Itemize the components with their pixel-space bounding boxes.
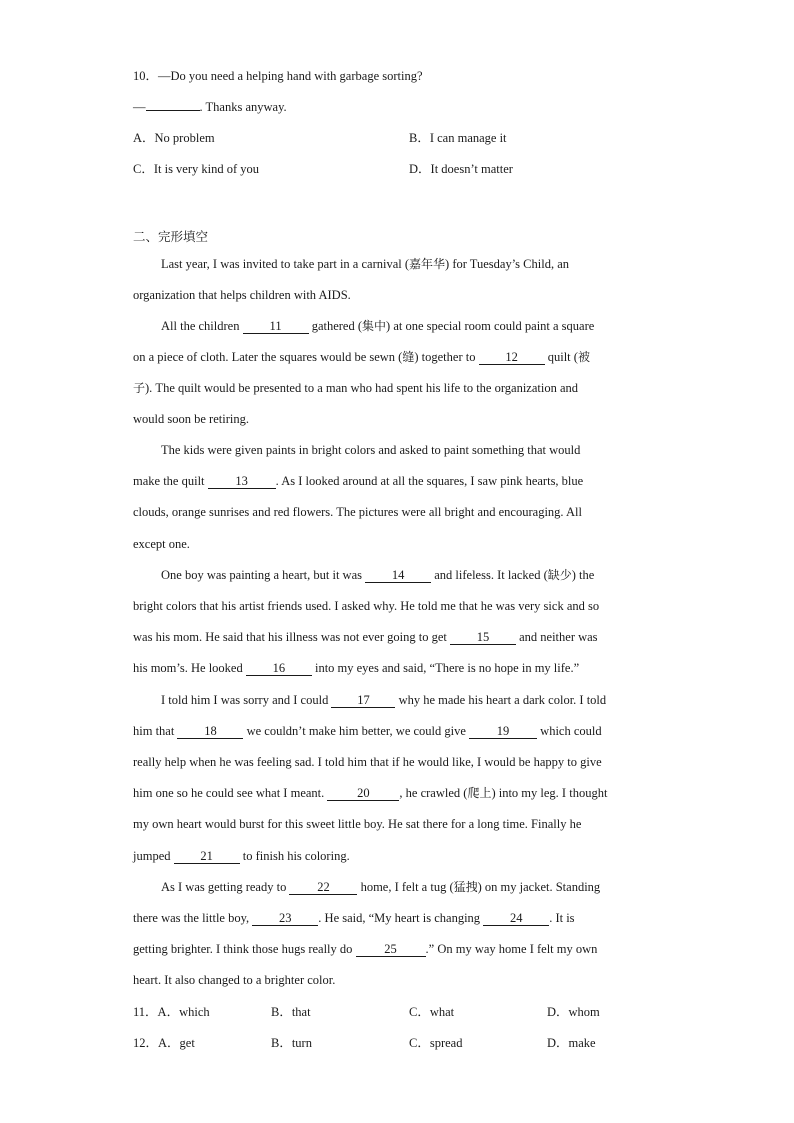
p6-line4: heart. It also changed to a brighter color. bbox=[133, 973, 336, 987]
p2-text-a: All the children bbox=[161, 319, 240, 333]
p2-text-b: gathered ( bbox=[311, 319, 363, 333]
q11-option-d[interactable]: D．whom bbox=[547, 1005, 600, 1019]
p5-text-a: I told him I was sorry and I could bbox=[161, 693, 329, 707]
p6-text-e: . He said, “My heart is changing bbox=[318, 911, 481, 925]
p5-text-e: which could bbox=[540, 724, 602, 738]
q12-option-b[interactable]: B．turn bbox=[271, 1036, 312, 1050]
p4-line1 bbox=[161, 567, 594, 583]
p6-chinese-gloss: 猛拽 bbox=[453, 880, 478, 894]
q11-option-c[interactable]: C．what bbox=[409, 1005, 455, 1019]
p4-text-e: and neither was bbox=[519, 630, 598, 644]
q12-option-c[interactable]: C．spread bbox=[409, 1036, 463, 1050]
p5-text-h: ) into my leg. I thought bbox=[491, 786, 608, 800]
p4-line4 bbox=[133, 660, 579, 676]
p5-text-f: him one so he could see what I meant. bbox=[133, 786, 325, 800]
p4-chinese-gloss: 缺少 bbox=[547, 568, 572, 582]
p6-text-d: there was the little boy, bbox=[133, 911, 250, 925]
p3-line3: clouds, orange sunrises and red flowers. The pictures were all bright and encouraging. All bbox=[133, 505, 582, 519]
p2-line3 bbox=[133, 380, 578, 396]
p5-line6 bbox=[133, 848, 350, 864]
p5-line3: really help when he was feeling sad. I told him that if he would like, I would be happy to give bbox=[133, 755, 602, 769]
blank-17[interactable]: 17 bbox=[331, 694, 395, 708]
p5-text-i: jumped bbox=[133, 849, 171, 863]
p3-line4: except one. bbox=[133, 537, 190, 551]
p2-line2 bbox=[133, 349, 590, 365]
blank-24[interactable]: 24 bbox=[483, 912, 549, 926]
p6-text-f: . It is bbox=[549, 911, 575, 925]
p2-line1 bbox=[161, 318, 594, 334]
p2-text-g: ). The quilt would be presented to a man who had spent his life to the organization and bbox=[145, 381, 579, 395]
q10-answer-blank[interactable] bbox=[146, 110, 200, 111]
p5-chinese-gloss: 爬上 bbox=[467, 786, 492, 800]
p2-text-f: quilt ( bbox=[547, 350, 578, 364]
p5-text-c: him that bbox=[133, 724, 175, 738]
blank-12[interactable]: 12 bbox=[479, 351, 545, 365]
p4-text-b: and lifeless. It lacked ( bbox=[434, 568, 548, 582]
p1-chinese-gloss: 嘉年华 bbox=[409, 257, 446, 271]
q11-option-a[interactable]: 11．A．which bbox=[133, 1005, 210, 1019]
blank-18[interactable]: 18 bbox=[177, 725, 243, 739]
p6-line1 bbox=[161, 879, 600, 895]
blank-23[interactable]: 23 bbox=[252, 912, 318, 926]
blank-13[interactable]: 13 bbox=[208, 475, 276, 489]
p2-chinese-gloss-2: 缝 bbox=[402, 350, 415, 364]
q10-option-d[interactable]: D．It doesn’t matter bbox=[409, 162, 513, 176]
p6-text-b: home, I felt a tug ( bbox=[360, 880, 454, 894]
p6-text-g: getting brighter. I think those hugs really do bbox=[133, 942, 353, 956]
p4-text-g: into my eyes and said, “There is no hope in my life.” bbox=[314, 661, 580, 675]
blank-20[interactable]: 20 bbox=[327, 787, 399, 801]
p2-chinese-gloss-3: 被 bbox=[577, 350, 590, 364]
p2-text-e: ) together to bbox=[414, 350, 476, 364]
blank-14[interactable]: 14 bbox=[365, 569, 431, 583]
blank-22[interactable]: 22 bbox=[289, 881, 357, 895]
q10-option-b[interactable]: B．I can manage it bbox=[409, 131, 507, 145]
q10-option-c[interactable]: C．It is very kind of you bbox=[133, 162, 260, 176]
q10-reply bbox=[133, 99, 287, 115]
q12-option-d[interactable]: D．make bbox=[547, 1036, 596, 1050]
blank-15[interactable]: 15 bbox=[450, 631, 516, 645]
p2-text-d: on a piece of cloth. Later the squares would be sewn ( bbox=[133, 350, 403, 364]
p1-line2: organization that helps children with AIDS. bbox=[133, 288, 351, 302]
p2-chinese-gloss-1: 集中 bbox=[362, 319, 387, 333]
p4-line2: bright colors that his artist friends used. I asked why. He told me that he was very sick and so bbox=[133, 599, 600, 613]
blank-25[interactable]: 25 bbox=[356, 943, 426, 957]
p4-text-c: ) the bbox=[571, 568, 595, 582]
p4-text-a: One boy was painting a heart, but it was bbox=[161, 568, 362, 582]
blank-11[interactable]: 11 bbox=[243, 320, 309, 334]
p5-text-g: , he crawled ( bbox=[399, 786, 468, 800]
q12-option-a[interactable]: 12．A．get bbox=[133, 1036, 195, 1050]
p5-line5: my own heart would burst for this sweet little boy. He sat there for a long time. Finally he bbox=[133, 817, 582, 831]
blank-21[interactable]: 21 bbox=[174, 850, 240, 864]
p4-text-d: was his mom. He said that his illness was not ever going to get bbox=[133, 630, 447, 644]
q10-dash: — bbox=[133, 100, 146, 114]
section-heading: 二、完形填空 bbox=[133, 229, 209, 244]
p4-text-f: his mom’s. He looked bbox=[133, 661, 243, 675]
p4-line3 bbox=[133, 629, 598, 645]
p6-line2 bbox=[133, 910, 575, 926]
q10-reply-tail: . Thanks anyway. bbox=[199, 100, 287, 114]
p5-line4 bbox=[133, 785, 607, 801]
p3-line1: The kids were given paints in bright colors and asked to paint something that would bbox=[161, 443, 581, 457]
p1-text-b: ) for Tuesday’s Child, an bbox=[445, 257, 569, 271]
p5-text-d: we couldn’t make him better, we could give bbox=[246, 724, 466, 738]
p1-text-a: Last year, I was invited to take part in a carnival ( bbox=[161, 257, 410, 271]
p5-line2 bbox=[133, 723, 602, 739]
p6-text-c: ) on my jacket. Standing bbox=[477, 880, 601, 894]
blank-16[interactable]: 16 bbox=[246, 662, 312, 676]
p1-line1 bbox=[161, 256, 569, 272]
p5-text-j: to finish his coloring. bbox=[242, 849, 350, 863]
blank-19[interactable]: 19 bbox=[469, 725, 537, 739]
p5-line1 bbox=[161, 692, 606, 708]
p6-text-a: As I was getting ready to bbox=[161, 880, 287, 894]
p2-text-c: ) at one special room could paint a square bbox=[386, 319, 595, 333]
p3-text-a: make the quilt bbox=[133, 474, 205, 488]
p5-text-b: why he made his heart a dark color. I told bbox=[398, 693, 607, 707]
p2-line4: would soon be retiring. bbox=[133, 412, 249, 426]
q11-option-b[interactable]: B．that bbox=[271, 1005, 311, 1019]
p6-text-h: .” On my way home I felt my own bbox=[425, 942, 598, 956]
p3-line2 bbox=[133, 473, 583, 489]
p3-text-b: . As I looked around at all the squares, I saw pink hearts, blue bbox=[275, 474, 584, 488]
p6-line3 bbox=[133, 941, 597, 957]
q10-stem: 10．—Do you need a helping hand with garbage sorting? bbox=[133, 69, 423, 83]
q10-option-a[interactable]: A．No problem bbox=[133, 131, 215, 145]
p2-chinese-gloss-4: 子 bbox=[133, 381, 146, 395]
